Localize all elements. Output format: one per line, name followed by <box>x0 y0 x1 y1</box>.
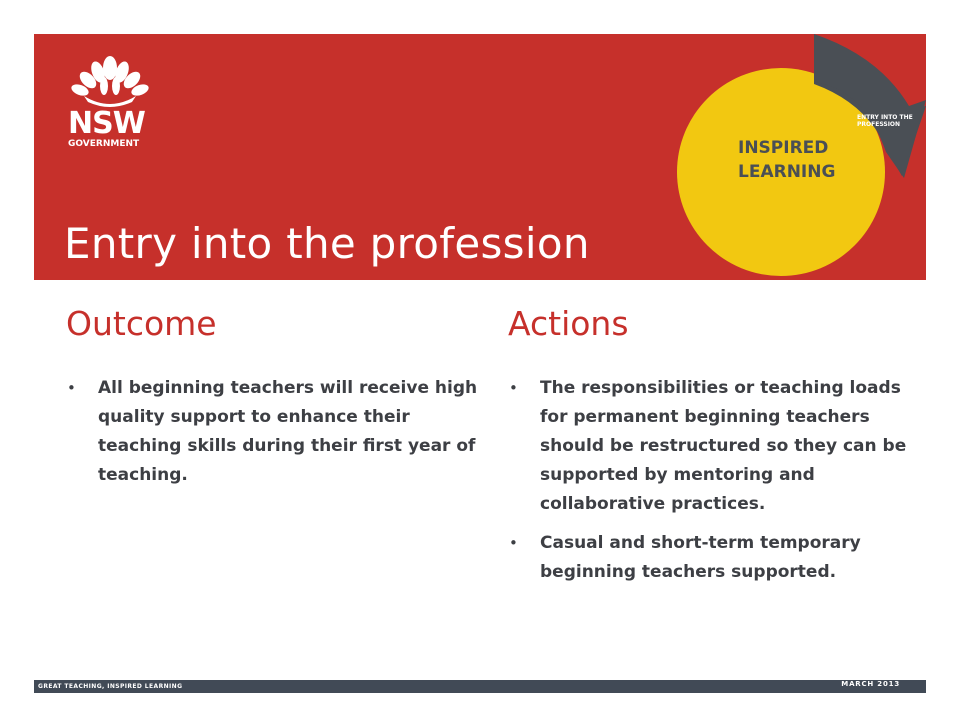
waratah-icon <box>70 56 150 108</box>
logo-nsw-text: NSW <box>68 106 145 141</box>
outcome-heading: Outcome <box>66 304 217 343</box>
outcome-list <box>64 374 484 500</box>
logo-government-text: GOVERNMENT <box>68 139 140 149</box>
page-title: Entry into the profession <box>64 219 590 268</box>
actions-list <box>506 374 910 597</box>
bullet-marker: • <box>509 379 518 397</box>
nsw-government-logo <box>64 56 154 154</box>
footer-tagline: GREAT TEACHING, INSPIRED LEARNING <box>38 683 183 690</box>
outcome-item <box>64 374 484 490</box>
actions-heading: Actions <box>508 304 629 343</box>
footer-date: MARCH 2013 <box>841 680 900 688</box>
action-item <box>506 374 910 519</box>
action-item-text: Casual and short-term temporary beginning teachers supported. <box>540 533 861 582</box>
outcome-item-text: All beginning teachers will receive high quality support to enhance their teaching skills during their first year of teaching. <box>98 378 478 485</box>
footer-bar <box>34 680 926 693</box>
inspired-learning-graphic <box>664 34 926 280</box>
action-item <box>506 529 910 587</box>
entry-arrow-label: ENTRY INTO THE PROFESSION <box>857 114 913 128</box>
bullet-marker: • <box>67 379 76 397</box>
bullet-marker: • <box>509 534 518 552</box>
header-banner <box>34 34 926 280</box>
action-item-text: The responsibilities or teaching loads for permanent beginning teachers should be restructured so they can be supported by mentoring and collaborative practices. <box>540 378 907 514</box>
inspired-learning-label: INSPIRED LEARNING <box>738 138 836 182</box>
